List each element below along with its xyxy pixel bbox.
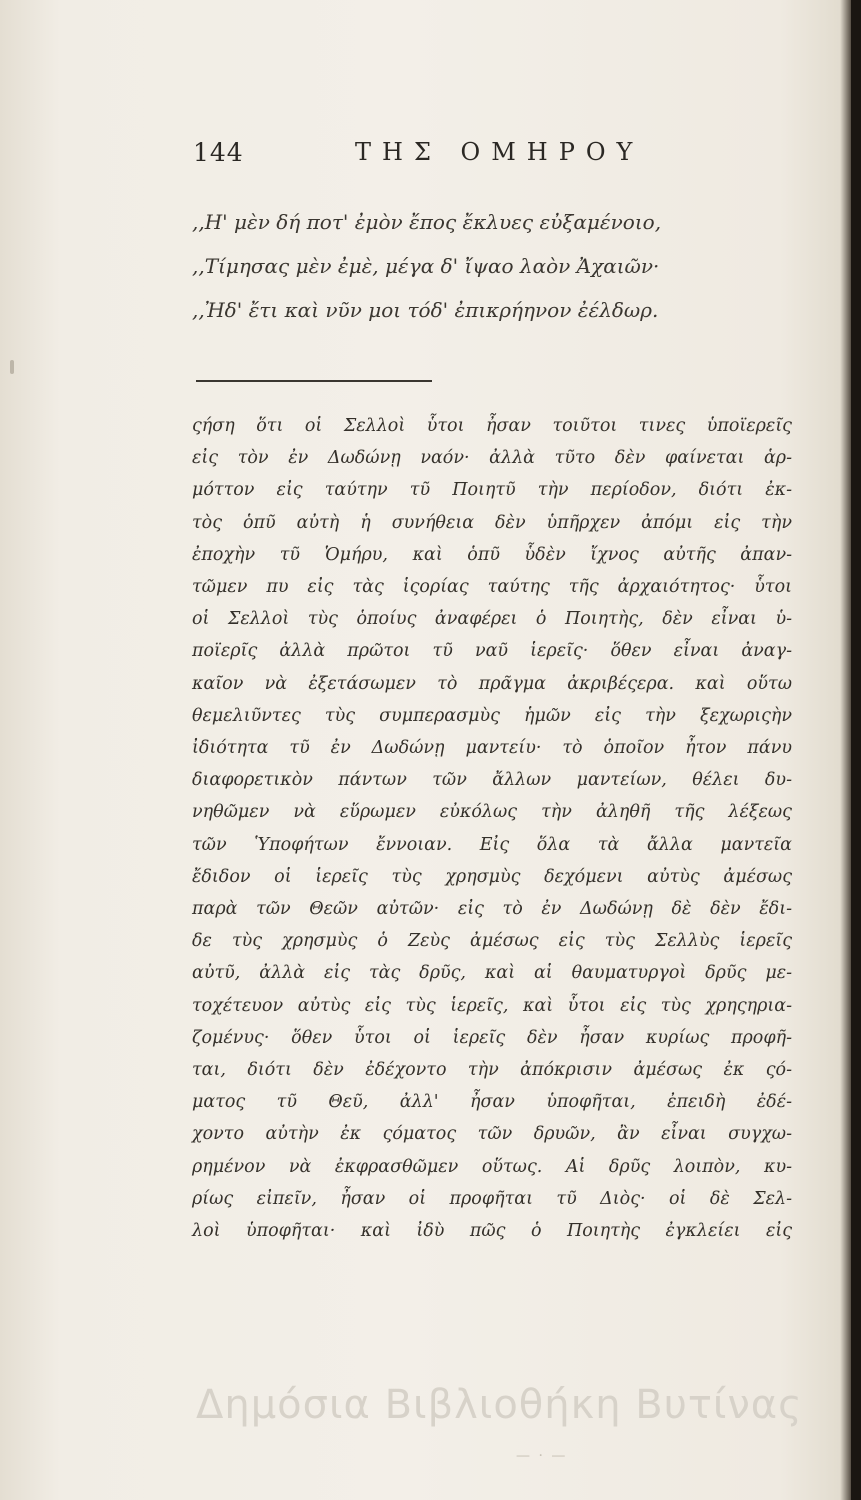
text-line: ςήση ὅτι οἱ Σελλοὶ ὗτοι ἦσαν τοιῦτοι τινες ὑποϊερεῖς [192, 416, 792, 436]
verse-line: ,,Ἠδ' ἔτι καὶ νῦν μοι τόδ' ἐπικρήηνον ἐέλδωρ. [192, 298, 659, 322]
text-line: οἱ Σελλοὶ τὺς ὁποίυς ἀναφέρει ὁ Ποιητὴς, δὲν εἶναι ὑ- [192, 609, 792, 630]
text-line: ἐποχὴν τῦ Ὁμήρυ, καὶ ὁπῦ ὗδὲν ἴχνος αὐτῆς ἀπαν- [192, 544, 792, 565]
text-line: ἔδιδον οἱ ἱερεῖς τὺς χρησμὺς δεχόμενι αὐτὺς ἀμέσως [192, 866, 792, 887]
text-line: εἰς τὸν ἐν Δωδώνῃ ναόν· ἀλλὰ τῦτο δὲν φαίνεται ἁρ- [192, 448, 792, 469]
verse-line: ,,Η' μὲν δή ποτ' ἐμὸν ἔπος ἔκλυες εὐξαμένοιο, [192, 210, 662, 234]
verse-quotation [192, 200, 732, 332]
text-line: διαφορετικὸν πάντων τῶν ἄλλων μαντείων, θέλει δυ- [192, 770, 792, 791]
text-line: ματος τῦ Θεῦ, ἀλλ' ἦσαν ὑποφῆται, ἐπειδὴ ἐδέ- [192, 1092, 792, 1113]
text-line: λοὶ ὑποφῆται· καὶ ἰδὺ πῶς ὁ Ποιητὴς ἐγκλείει εἰς [192, 1221, 792, 1242]
library-watermark: Δημόσια Βιβλιοθήκη Βυτίνας [196, 1382, 803, 1428]
text-line: ρίως εἰπεῖν, ἦσαν οἱ προφῆται τῦ Διὸς· οἱ δὲ Σελ- [192, 1188, 792, 1209]
text-line: δε τὺς χρησμὺς ὁ Ζεὺς ἀμέσως εἰς τὺς Σελλὺς ἱερεῖς [192, 931, 792, 952]
text-line: τῶν Ὑποφήτων ἔννοιαν. Εἰς ὅλα τὰ ἄλλα μαντεῖα [192, 834, 792, 855]
text-line: παρὰ τῶν Θεῶν αὐτῶν· εἰς τὸ ἐν Δωδώνῃ δὲ δὲν ἔδι- [192, 899, 792, 920]
footnote-body [192, 410, 792, 1247]
footer-ornament: — · — [516, 1448, 568, 1464]
text-line: ται, διότι δὲν ἐδέχοντο τὴν ἀπόκρισιν ἀμέσως ἐκ ςό- [192, 1060, 792, 1081]
page-header [193, 138, 693, 178]
text-line: τὸς ὁπῦ αὐτὴ ἡ συνήθεια δὲν ὑπῆρχεν ἀπόμι εἰς τὴν [192, 512, 792, 533]
text-line: τῶμεν πυ εἰς τὰς ἱςορίας ταύτης τῆς ἀρχαιότητος· ὗτοι [192, 577, 792, 598]
text-line: νηθῶμεν νὰ εὕρωμεν εὐκόλως τὴν ἀληθῆ τῆς λέξεως [192, 802, 792, 823]
text-line: αὐτῦ, ἀλλὰ εἰς τὰς δρῦς, καὶ αἱ θαυματυργοὶ δρῦς με- [192, 963, 792, 984]
text-line: τοχέτευον αὐτὺς εἰς τὺς ἱερεῖς, καὶ ὗτοι εἰς τὺς χρηςηρια- [192, 995, 792, 1016]
text-line: ζομένυς· ὅθεν ὗτοι οἱ ἱερεῖς δὲν ἦσαν κυρίως προφῆ- [192, 1027, 792, 1048]
paper-speck [10, 360, 14, 374]
verse-line: ,,Τίμησας μὲν ἐμὲ, μέγα δ' ἴψαο λαὸν Ἀχαιῶν· [192, 254, 660, 278]
text-line: χοντο αὐτὴν ἐκ ςόματος τῶν δρυῶν, ἂν εἶναι συγχω- [192, 1124, 792, 1145]
text-line: θεμελιῦντες τὺς συμπερασμὺς ἡμῶν εἰς τὴν ξεχωριςὴν [192, 705, 792, 726]
text-line: ποϊερῖς ἀλλὰ πρῶτοι τῦ ναῦ ἱερεῖς· ὅθεν εἶναι ἀναγ- [192, 641, 792, 662]
text-line: ρημένον νὰ ἐκφρασθῶμεν οὕτως. Αἱ δρῦς λοιπὸν, κυ- [192, 1156, 792, 1177]
text-line: καῖον νὰ ἐξετάσωμεν τὸ πρᾶγμα ἀκριβέςερα. καὶ οὕτω [192, 673, 792, 694]
running-title: ΤΗΣ ΟΜΗΡΟΥ [355, 138, 644, 166]
text-line: ἰδιότητα τῦ ἐν Δωδώνῃ μαντείυ· τὸ ὁποῖον ἦτον πάνυ [192, 738, 792, 759]
page-number: 144 [193, 138, 244, 167]
page-edge-shadow [851, 0, 861, 1500]
text-line: μόττον εἰς ταύτην τῦ Ποιητῦ τὴν περίοδον, διότι ἐκ- [192, 480, 792, 501]
footnote-divider [196, 380, 432, 382]
